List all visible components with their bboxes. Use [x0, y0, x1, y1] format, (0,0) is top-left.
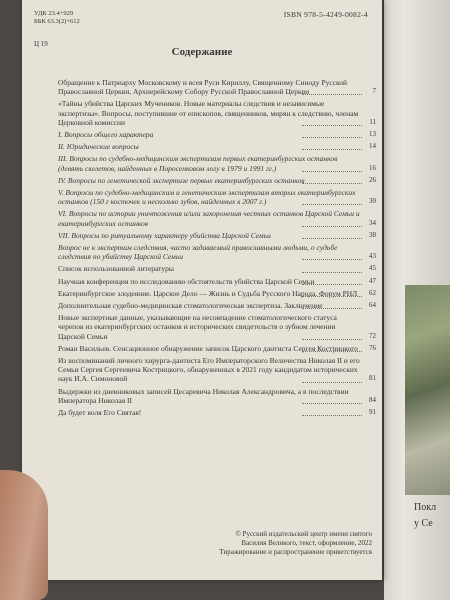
- toc-page-number: 62: [369, 288, 376, 297]
- colophon-line-3: Тиражирование и распространение приветствуется: [219, 548, 372, 556]
- toc-leader-dots: [302, 203, 362, 205]
- toc-leader-dots: [302, 271, 362, 273]
- toc-page-number: 30: [369, 197, 376, 206]
- toc-entry: [58, 313, 376, 341]
- toc-entry-title: Да будет воля Его Святая!: [58, 408, 142, 418]
- adjacent-caption-line-2: у Се: [414, 518, 433, 529]
- toc-leader-dots: [302, 148, 362, 150]
- toc-entry-title: Новые экспертные данные, указывающие на несовпадение стоматологического статуса черепов из екатеринбургских останков и исторических свидетельств о зубном лечении Царской Семьи: [58, 313, 337, 341]
- toc-entry-title: Роман Васильев. Сенсационное обнаружение записок Царского дантиста Сергея Кострицкого: [58, 343, 358, 353]
- toc-leader-dots: [302, 93, 362, 95]
- toc-page-number: 7: [372, 87, 376, 96]
- toc-leader-dots: [302, 283, 362, 285]
- toc-entry-title: VII. Вопросы по ритуальному характеру убийства Царской Семьи: [58, 230, 271, 240]
- toc-entry: [58, 289, 376, 298]
- toc-entry-title: Научная конференция по исследованию обстоятельств убийства Царской Семьи: [58, 276, 315, 286]
- toc-page-number: 47: [369, 276, 376, 285]
- toc-entry: [58, 243, 376, 261]
- toc-leader-dots: [302, 307, 362, 309]
- toc-page-number: 13: [369, 130, 376, 139]
- toc-page-number: 26: [369, 175, 376, 184]
- toc-entry-title: Выдержки из дневниковых записей Цесаревича Николая Александровича, а в последствии Императора Николая II: [58, 386, 349, 405]
- toc-page-number: 72: [369, 331, 376, 340]
- toc-entry: [58, 387, 376, 405]
- udk-code: УДК 23.4+929: [34, 10, 74, 17]
- toc-entry-title: I. Вопросы общего характера: [58, 130, 154, 140]
- toc-entry-title: Екатеринбургское злодеяние. Царское Дело — Жизнь и Судьба Русского Народа. Форум РНЛ: [58, 288, 358, 298]
- table-of-contents: [58, 78, 376, 420]
- toc-entry: [58, 277, 376, 286]
- colophon-line-1: © Русский издательский центр имени святого: [235, 530, 372, 538]
- toc-entry-title: Обращение к Патриарху Московскому и всея Руси Кириллу, Священному Синоду Русской Православной Церкви, Архиерейскому Собору Русской Православной Церкви: [58, 78, 348, 97]
- toc-leader-dots: [302, 182, 362, 184]
- toc-page-number: 11: [369, 117, 376, 126]
- toc-leader-dots: [302, 295, 362, 297]
- bbk-code: ББК 63.3(2)+612: [34, 18, 80, 25]
- toc-entry: [58, 154, 376, 172]
- toc-entry: [58, 130, 376, 139]
- page-code: Ц 19: [34, 40, 48, 48]
- adjacent-page-caption: [414, 500, 436, 532]
- colophon-line-2: Василия Великого, текст, оформление, 2022: [241, 539, 372, 547]
- toc-leader-dots: [302, 381, 362, 383]
- toc-page-number: 76: [369, 343, 376, 352]
- toc-page-number: 38: [369, 230, 376, 239]
- toc-page-number: 43: [369, 252, 376, 261]
- adjacent-page-photo: [405, 285, 450, 495]
- toc-entry: [58, 408, 376, 417]
- toc-leader-dots: [302, 350, 362, 352]
- toc-entry: [58, 356, 376, 384]
- toc-leader-dots: [302, 414, 362, 416]
- toc-leader-dots: [302, 237, 362, 239]
- toc-leader-dots: [302, 136, 362, 138]
- classification-codes: [34, 10, 80, 26]
- book-page: [22, 0, 382, 580]
- toc-page-number: 64: [369, 301, 376, 310]
- toc-entry: [58, 209, 376, 227]
- toc-page-number: 84: [369, 395, 376, 404]
- page-title: Содержание: [171, 46, 233, 58]
- toc-leader-dots: [302, 258, 362, 260]
- toc-entry-title: Из воспоминаний личного хирурга-дантиста Его Императорского Величества Николая II и его Семьи Сергея Сергеевича Кострицкого, обнаруженных в 2021 году кандидатом исторических наук И.А. Симоновой: [58, 356, 360, 384]
- toc-entry: [58, 99, 376, 127]
- toc-entry-title: V. Вопросы по судебно-медицинским и генетическим экспертизам вторых екатеринбургских останков (150 г косточек и несколько зубов, найденных в 2007 г.): [58, 188, 356, 207]
- toc-entry: [58, 188, 376, 206]
- toc-entry: [58, 301, 376, 310]
- toc-leader-dots: [302, 402, 362, 404]
- toc-entry-title: Список использованной литературы: [58, 264, 174, 274]
- toc-entry-title: Вопрос не к экспертам следствия, часто задаваемый православными людьми, о судьбе следствия по убийству Царской Семьи: [58, 243, 338, 262]
- toc-entry: [58, 344, 376, 353]
- toc-entry-title: VI. Вопросы по истории уничтожения и/или захоронения честных останков Царской Семьи и екатеринбургских останков: [58, 209, 360, 228]
- toc-entry: [58, 264, 376, 273]
- toc-page-number: 81: [369, 374, 376, 383]
- toc-entry: [58, 176, 376, 185]
- toc-page-number: 91: [369, 408, 376, 417]
- toc-page-number: 14: [369, 142, 376, 151]
- colophon: [192, 530, 372, 557]
- isbn: ISBN 978-5-4249-0082-4: [283, 10, 368, 19]
- toc-entry-title: «Тайны убийства Царских Мучеников. Новые материалы следствия и независимые экспертизы». Вопросы, поступившие от епископов, священников, мирян к следствию, членам Церковной комиссии: [58, 99, 359, 127]
- toc-entry-title: Дополнительная судебно-медицинская стоматологическая экспертиза. Заключение: [58, 301, 323, 311]
- hand: [0, 470, 48, 600]
- toc-entry: [58, 142, 376, 151]
- toc-entry-title: III. Вопросы по судебно-медицинским экспертизам первых екатеринбургских останков (девять скелетов, найденных в Поросенковом логу в 1979 и 1991 гг.): [58, 154, 338, 173]
- toc-entry-title: II. Юридические вопросы: [58, 142, 139, 152]
- toc-leader-dots: [302, 170, 362, 172]
- toc-leader-dots: [302, 338, 362, 340]
- toc-page-number: 34: [369, 218, 376, 227]
- toc-page-number: 16: [369, 163, 376, 172]
- toc-leader-dots: [302, 225, 362, 227]
- toc-entry: [58, 78, 376, 96]
- toc-page-number: 45: [369, 264, 376, 273]
- adjacent-caption-line-1: Покл: [414, 502, 437, 513]
- toc-entry: [58, 231, 376, 240]
- toc-entry-title: IV. Вопросы по генетической экспертизе первых екатеринбургских останков: [58, 175, 305, 185]
- toc-leader-dots: [302, 124, 362, 126]
